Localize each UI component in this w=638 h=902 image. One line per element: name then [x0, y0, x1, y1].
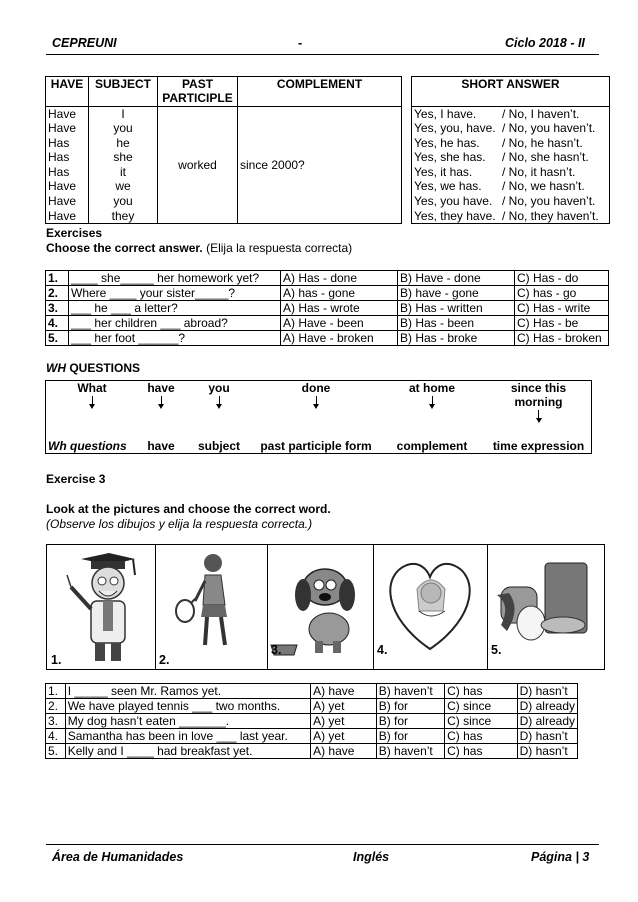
short-answer-cell	[412, 209, 610, 224]
exercises-title: Exercises	[46, 226, 103, 240]
exercises-instruction	[46, 241, 352, 255]
exercise-question: ___ her children ___ abroad?	[69, 316, 281, 331]
subject-cell: they	[89, 209, 158, 224]
exercise-option-a: A) Have - broken	[281, 331, 398, 346]
no-answer: / No, you haven’t.	[502, 121, 596, 136]
no-answer: / No, he hasn’t.	[502, 135, 583, 150]
exercise-option-c: C) has - go	[515, 286, 609, 301]
exercise3-number: 3.	[46, 714, 66, 729]
exercise3-option-c: C) has	[445, 684, 518, 699]
exercise-question: ____ she_____ her homework yet?	[69, 271, 281, 286]
have-cell: Has	[46, 150, 89, 165]
exercise-number: 4.	[46, 316, 69, 331]
exercise3-option-d: D) already	[517, 699, 577, 714]
picture-tennis	[155, 545, 268, 669]
professor-icon	[47, 545, 155, 669]
wh-top-cell	[46, 381, 139, 423]
instruction-paren: (Elija la respuesta correcta)	[206, 241, 353, 255]
wh-top-cell	[254, 381, 378, 423]
exercise3-option-d: D) hasn’t	[517, 729, 577, 744]
exercise-option-b: B) Has - broke	[398, 331, 515, 346]
yes-answer: Yes, she has.	[414, 150, 486, 165]
exercise3-option-d: D) hasn’t	[517, 744, 577, 759]
yes-answer: Yes, they have.	[414, 208, 496, 223]
table-row	[46, 684, 578, 699]
exercise3-question: My dog hasn’t eaten _______.	[65, 714, 310, 729]
exercise3-number: 5.	[46, 744, 66, 759]
yes-answer: Yes, it has.	[414, 164, 473, 179]
exercise-option-a: A) has - gone	[281, 286, 398, 301]
exercise3-option-b: B) haven’t	[376, 744, 444, 759]
table-row	[412, 150, 610, 165]
yes-answer: Yes, I have.	[414, 107, 477, 121]
exercise3-number: 1.	[46, 684, 66, 699]
col-have: HAVE	[46, 77, 89, 107]
wh-word: done	[301, 381, 331, 395]
exercise3-table	[45, 683, 578, 759]
exercise-number: 2.	[46, 286, 69, 301]
exercise3-option-a: A) have	[311, 744, 377, 759]
wh-title	[46, 361, 140, 375]
exercise3-option-a: A) yet	[311, 714, 377, 729]
col-subject: SUBJECT	[89, 77, 158, 107]
exercise3-option-c: C) since	[445, 714, 518, 729]
exercise-option-c: C) Has - do	[515, 271, 609, 286]
wh-bottom-cell: subject	[184, 422, 254, 453]
exercise3-option-b: B) for	[376, 729, 444, 744]
wh-bottom-cell: Wh questions	[46, 422, 139, 453]
subject-cell: you	[89, 194, 158, 209]
short-answer-table	[411, 76, 610, 224]
exercise-option-b: B) have - gone	[398, 286, 515, 301]
header-center: -	[298, 36, 303, 50]
picture-number-3: 3.	[271, 643, 282, 657]
wh-word: What	[77, 381, 107, 395]
footer-center: Inglés	[353, 850, 390, 864]
exercises-table	[45, 270, 609, 346]
header-right: Ciclo 2018 - II	[505, 36, 585, 50]
short-answer-cell	[412, 136, 610, 151]
exercise3-option-a: A) yet	[311, 699, 377, 714]
subject-cell: we	[89, 179, 158, 194]
footer-rule	[46, 844, 599, 845]
header-left: CEPREUNI	[52, 36, 117, 50]
exercise3-question: We have played tennis ___ two months.	[65, 699, 310, 714]
no-answer: / No, she hasn’t.	[502, 150, 589, 165]
have-cell: Have	[46, 121, 89, 136]
no-answer: / No, it hasn’t.	[502, 164, 576, 179]
exercise3-option-c: C) has	[445, 744, 518, 759]
exercise-option-a: A) Have - been	[281, 316, 398, 331]
col-complement: COMPLEMENT	[238, 77, 402, 107]
wh-bottom-cell: past participle form	[254, 422, 378, 453]
exercise3-option-d: D) already	[517, 714, 577, 729]
exercise3-question: Kelly and I ____ had breakfast yet.	[65, 744, 310, 759]
wh-title-rest: QUESTIONS	[66, 361, 141, 375]
exercise3-number: 4.	[46, 729, 66, 744]
breakfast-icon	[487, 545, 604, 669]
exercise3-title: Exercise 3	[46, 472, 106, 486]
table-row	[46, 744, 578, 759]
table-row	[46, 729, 578, 744]
dog-icon	[267, 545, 373, 669]
heart-icon	[373, 545, 487, 669]
no-answer: / No, we hasn’t.	[502, 179, 585, 194]
exercise-number: 3.	[46, 301, 69, 316]
short-answer-cell	[412, 121, 610, 136]
exercise-option-c: C) Has - broken	[515, 331, 609, 346]
exercise-option-b: B) Has - been	[398, 316, 515, 331]
picture-number-1: 1.	[51, 653, 62, 667]
wh-word: you	[208, 381, 230, 395]
complement-cell: since 2000?	[238, 107, 402, 224]
subject-cell: I	[89, 107, 158, 122]
have-cell: Have	[46, 209, 89, 224]
exercise-option-c: C) Has - be	[515, 316, 609, 331]
wh-bottom-cell: time expression	[486, 422, 592, 453]
have-cell: Has	[46, 165, 89, 180]
table-row	[412, 194, 610, 209]
wh-top-cell	[378, 381, 486, 423]
wh-bottom-cell: have	[138, 422, 184, 453]
exercise3-instruction-es: (Observe los dibujos y elija la respuesta correcta.)	[46, 517, 313, 531]
short-answer-header: SHORT ANSWER	[412, 77, 610, 107]
table-row	[412, 165, 610, 180]
short-answer-cell	[412, 150, 610, 165]
yes-answer: Yes, you, have.	[414, 121, 496, 136]
grammar-table	[45, 76, 402, 224]
subject-cell: she	[89, 150, 158, 165]
picture-number-5: 5.	[491, 643, 502, 657]
footer-right: Página | 3	[531, 850, 590, 864]
pictures-strip	[46, 544, 605, 670]
exercise3-instruction: Look at the pictures and choose the correct word.	[46, 502, 331, 516]
subject-cell: he	[89, 136, 158, 151]
table-row	[46, 107, 402, 122]
subject-cell: it	[89, 165, 158, 180]
footer-left: Área de Humanidades	[52, 850, 184, 864]
table-row	[46, 316, 609, 331]
picture-number-4: 4.	[377, 643, 388, 657]
have-cell: Have	[46, 179, 89, 194]
table-row	[412, 136, 610, 151]
table-row	[412, 179, 610, 194]
exercise-option-a: A) Has - wrote	[281, 301, 398, 316]
yes-answer: Yes, you have.	[414, 194, 493, 209]
table-row	[46, 331, 609, 346]
have-cell: Have	[46, 107, 89, 122]
wh-word: since this morning	[510, 381, 567, 409]
short-answer-cell	[412, 107, 610, 122]
exercise-question: ___ her foot ______?	[69, 331, 281, 346]
yes-answer: Yes, we has.	[414, 179, 482, 194]
no-answer: / No, I haven’t.	[502, 107, 580, 121]
table-row	[46, 301, 609, 316]
picture-professor	[47, 545, 156, 669]
table-row	[412, 209, 610, 224]
subject-cell: you	[89, 121, 158, 136]
exercise-question: ___ he ___ a letter?	[69, 301, 281, 316]
exercise3-question: I _____ seen Mr. Ramos yet.	[65, 684, 310, 699]
wh-word: have	[147, 381, 175, 395]
exercise-option-c: C) Has - write	[515, 301, 609, 316]
picture-heart	[373, 545, 488, 669]
wh-top-cell	[486, 381, 592, 423]
exercise3-question: Samantha has been in love ___ last year.	[65, 729, 310, 744]
exercise3-option-d: D) hasn’t	[517, 684, 577, 699]
instruction-bold: Choose the correct answer.	[46, 241, 203, 255]
exercise3-option-a: A) yet	[311, 729, 377, 744]
exercise-option-b: B) Have - done	[398, 271, 515, 286]
exercise-number: 1.	[46, 271, 69, 286]
exercise3-option-c: C) since	[445, 699, 518, 714]
exercise-question: Where ____ your sister_____?	[69, 286, 281, 301]
picture-breakfast	[487, 545, 604, 669]
exercise3-option-c: C) has	[445, 729, 518, 744]
exercise3-option-b: B) for	[376, 714, 444, 729]
wh-top-cell	[138, 381, 184, 423]
participle-cell: worked	[158, 107, 238, 224]
have-cell: Has	[46, 136, 89, 151]
table-row	[46, 714, 578, 729]
table-row	[412, 121, 610, 136]
exercise-option-a: A) Has - done	[281, 271, 398, 286]
short-answer-cell	[412, 179, 610, 194]
table-row	[46, 271, 609, 286]
wh-bottom-cell: complement	[378, 422, 486, 453]
table-row	[46, 699, 578, 714]
yes-answer: Yes, he has.	[414, 135, 480, 150]
picture-dog	[267, 545, 374, 669]
tennis-player-icon	[155, 545, 267, 669]
no-answer: / No, you haven’t.	[502, 194, 596, 209]
exercise3-number: 2.	[46, 699, 66, 714]
exercise-option-b: B) Has - written	[398, 301, 515, 316]
table-row	[46, 286, 609, 301]
wh-word: at home	[408, 381, 455, 395]
exercise3-option-b: B) haven’t	[376, 684, 444, 699]
wh-title-italic: WH	[46, 361, 66, 375]
exercise3-option-b: B) for	[376, 699, 444, 714]
exercise-number: 5.	[46, 331, 69, 346]
no-answer: / No, they haven’t.	[502, 208, 599, 223]
picture-number-2: 2.	[159, 653, 170, 667]
short-answer-cell	[412, 165, 610, 180]
table-row	[412, 107, 610, 122]
header-rule	[46, 54, 599, 55]
wh-top-cell	[184, 381, 254, 423]
exercise3-option-a: A) have	[311, 684, 377, 699]
short-answer-cell	[412, 194, 610, 209]
have-cell: Have	[46, 194, 89, 209]
wh-table	[45, 380, 592, 454]
col-past-participle: PAST PARTICIPLE	[158, 77, 238, 107]
